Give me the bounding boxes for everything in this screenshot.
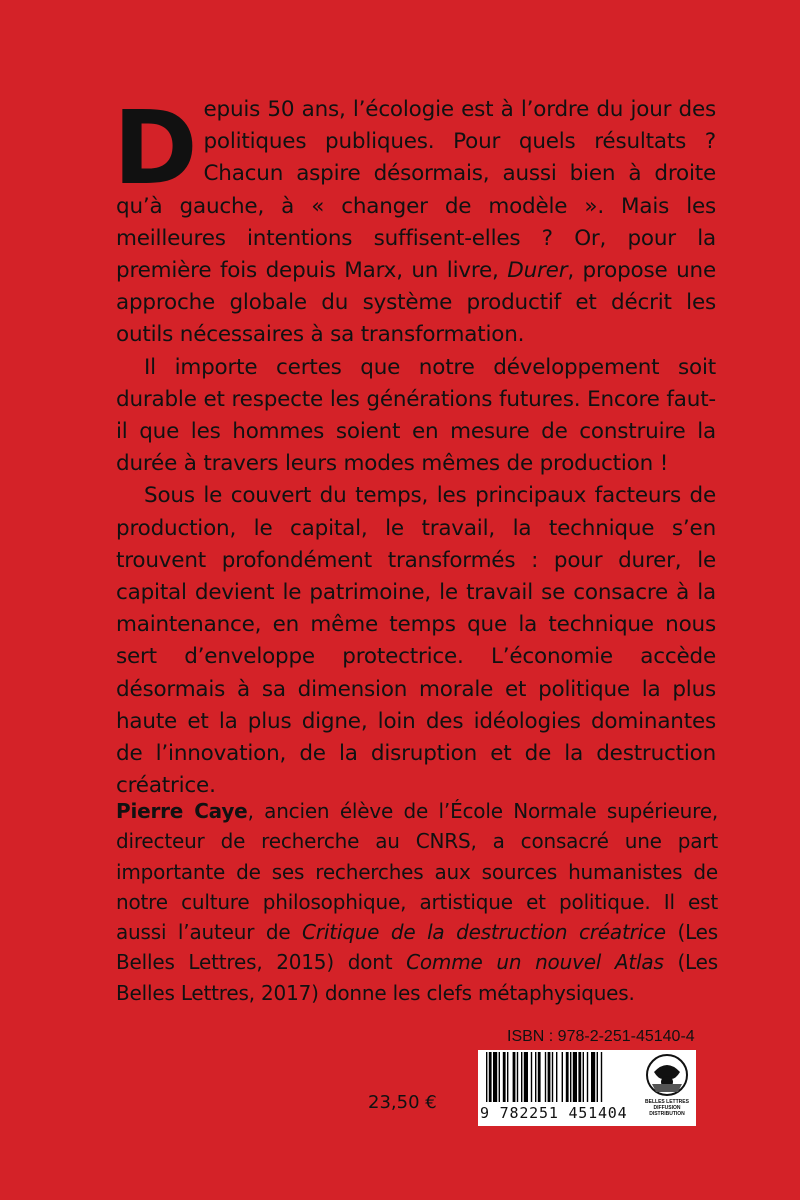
blurb xyxy=(113,89,716,802)
bio-text-c: (Les Belles Lettres, 2017) donne les clefs métaphysiques. xyxy=(116,950,718,1005)
publisher-logo xyxy=(644,1052,690,1122)
barcode-digits: 9 782251 451404 xyxy=(480,1104,628,1122)
isbn-label: ISBN : 978-2-251-45140-4 xyxy=(507,1028,695,1045)
blurb-p1-text-b: , propose une approche globale du système productif et décrit les outils nécessaires à sa transformation. xyxy=(116,258,716,348)
drop-cap: D xyxy=(113,89,198,208)
author-bio xyxy=(116,796,718,1008)
barcode-bar xyxy=(499,1052,500,1102)
barcode-bar xyxy=(562,1052,563,1102)
blurb-p1-text-a: epuis 50 ans, l’écologie est à l’ordre du jour des politiques publiques. Pour quels résultats ? Chacun aspire désormais, aussi bien à droite qu’à gauche, à « changer de modèle ». Mais les meilleures intentions suffisent-elles ? Or, pour la première fois depuis Marx, un livre, xyxy=(116,97,716,284)
barcode-bar xyxy=(548,1052,551,1102)
barcode-bar xyxy=(538,1052,541,1102)
logo-line-2: DIFFUSION xyxy=(653,1105,681,1111)
barcode-bars xyxy=(484,1052,660,1104)
barcode-bar xyxy=(578,1052,581,1102)
barcode-bar xyxy=(587,1052,588,1102)
barcode-bar xyxy=(531,1052,532,1102)
bio-book-2: Comme un nouvel Atlas xyxy=(406,950,664,975)
barcode-bar xyxy=(583,1052,584,1102)
author-name: Pierre Caye xyxy=(116,799,248,823)
barcode-bar xyxy=(503,1052,506,1102)
barcode-bar xyxy=(524,1052,528,1102)
barcode-bar xyxy=(591,1052,595,1102)
book-title-durer: Durer xyxy=(507,258,568,284)
bio-book-1: Critique de la destruction créatrice xyxy=(302,920,666,945)
price: 23,50 € xyxy=(368,1092,437,1113)
barcode-bar xyxy=(552,1052,553,1102)
logo-line-3: DISTRIBUTION xyxy=(649,1111,685,1117)
barcode-bar xyxy=(570,1052,571,1102)
barcode-bar xyxy=(489,1052,492,1102)
blurb-paragraph-1 xyxy=(113,89,716,352)
barcode-bar xyxy=(566,1052,569,1102)
barcode-bar xyxy=(545,1052,546,1102)
logo-line-1: BELLES LETTRES xyxy=(645,1099,689,1105)
blurb-paragraph-3: Sous le couvert du temps, les principaux facteurs de production, le capital, le travail, la technique s’en trouvent profondément transformés : pour durer, le capital devient le patrimoine, le travail se consacre à la maintenance, en même temps que la technique nous sert d’enveloppe protectrice. L’économie accède désormais à sa dimension morale et politique la plus haute et la plus digne, loin des idéologies dominantes de l’innovation, de la disruption et de la destruction créatrice. xyxy=(116,483,716,799)
belles-lettres-emblem-icon xyxy=(644,1052,690,1098)
barcode-bar xyxy=(556,1052,557,1102)
barcode-bar xyxy=(507,1052,508,1102)
barcode-bar xyxy=(517,1052,518,1102)
barcode-bar xyxy=(513,1052,516,1102)
barcode-bar xyxy=(521,1052,522,1102)
barcode-bar xyxy=(573,1052,577,1102)
bio-text-b: (Les Belles Lettres, 2015) dont xyxy=(116,920,718,975)
barcode-bar xyxy=(601,1052,602,1102)
barcode-bar xyxy=(535,1052,536,1102)
barcode-bar xyxy=(486,1052,487,1102)
barcode-bar xyxy=(597,1052,598,1102)
bio-text-a: , ancien élève de l’École Normale supérieure, directeur de recherche au CNRS, a consacré une part importante de ses recherches aux sources humanistes de notre culture philosophique, artistique et politique. Il est aussi l’auteur de xyxy=(116,799,719,945)
barcode-bar xyxy=(493,1052,497,1102)
blurb-paragraph-2: Il importe certes que notre développement soit durable et respecte les générations futures. Encore faut-il que les hommes soient en mesure de construire la durée à travers leurs modes mêmes de production ! xyxy=(116,354,716,477)
